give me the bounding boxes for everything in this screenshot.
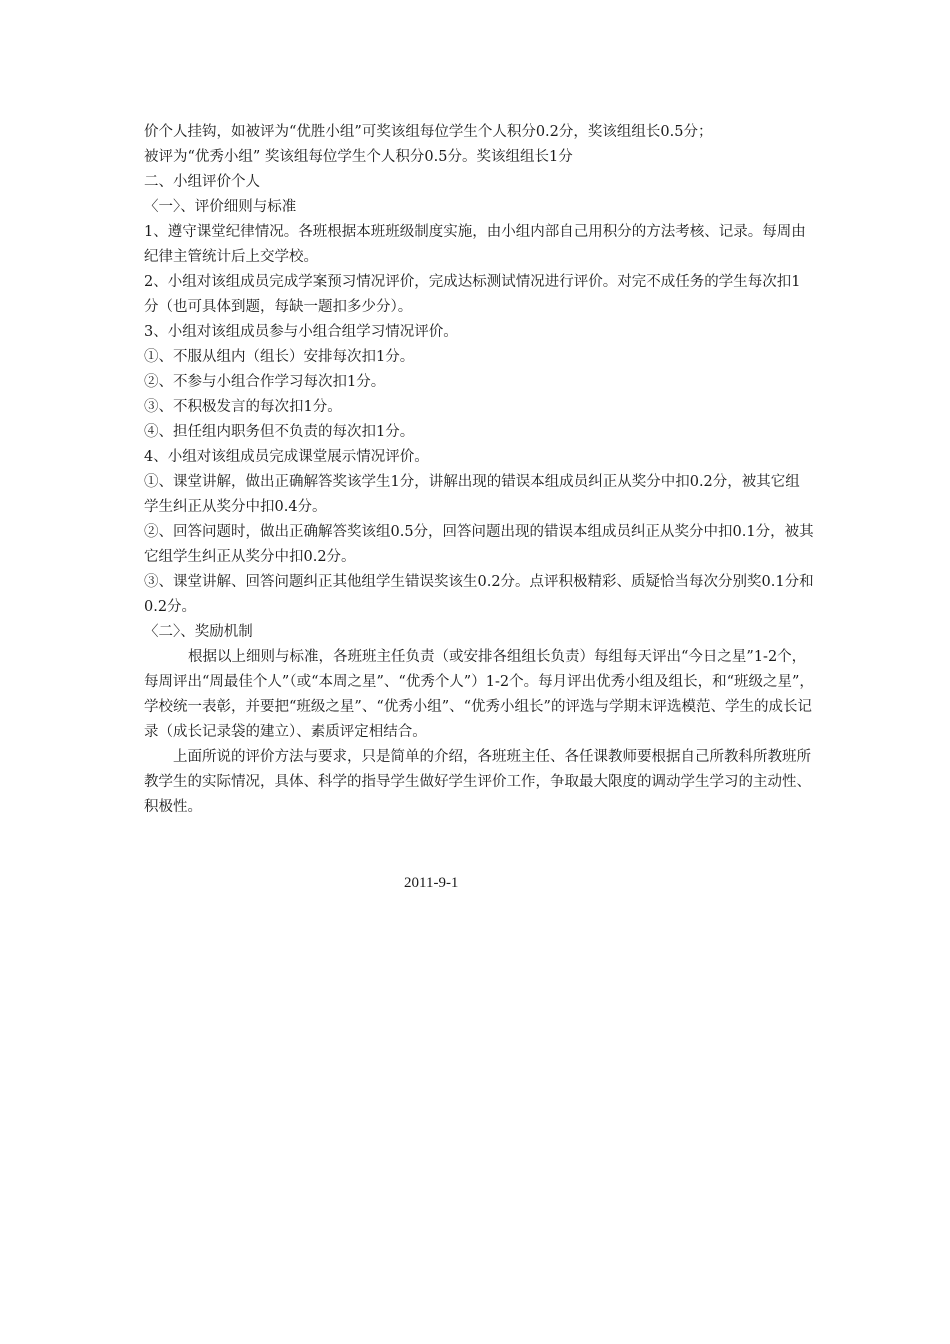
document-date: 2011-9-1 (404, 875, 459, 891)
subsection-heading-1: 〈一〉、评价细则与标准 (144, 199, 297, 215)
rule-item-2: 2、小组对该组成员完成学案预习情况评价，完成达标测试情况进行评价。对完不成任务的学生每次扣1分（也可具体到题，每缺一题扣多少分）。 (144, 274, 801, 315)
rule-subitem-4-3: ③、课堂讲解、回答问题纠正其他组学生错误奖该生0.2分。点评积极精彩、质疑恰当每次分别奖0.1分和0.2分。 (144, 574, 814, 615)
text-line-2: 被评为“优秀小组” 奖该组每位学生个人积分0.5分。奖该组组长1分 (144, 149, 573, 165)
rule-subitem-4-2: ②、回答问题时，做出正确解答奖该组0.5分，回答问题出现的错误本组成员纠正从奖分中扣0.1分，被其它组学生纠正从奖分中扣0.2分。 (144, 524, 814, 565)
closing-paragraph: 上面所说的评价方法与要求，只是简单的介绍，各班班主任、各任课教师要根据自己所教科所教班所教学生的实际情况，具体、科学的指导学生做好学生评价工作，争取最大限度的调动学生学习的主动性、积极性。 (144, 749, 811, 815)
rule-subitem-3-2: ②、不参与小组合作学习每次扣1分。 (144, 374, 386, 390)
reward-paragraph: 根据以上细则与标准，各班班主任负责（或安排各组组长负责）每组每天评出“今日之星”1-2个，每周评出“周最佳个人”（或“本周之星”、“优秀个人”）1-2个。每月评出优秀小组及组长，和“班级之星”，学校统一表彰，并要把“班级之星”、“优秀小组”、“优秀小组长”的评选与学期末评选模范、学生的成长记录（成长记录袋的建立）、素质评定相结合。 (144, 649, 814, 740)
rule-subitem-4-1: ①、课堂讲解，做出正确解答奖该学生1分，讲解出现的错误本组成员纠正从奖分中扣0.2分，被其它组学生纠正从奖分中扣0.4分。 (144, 474, 800, 515)
document-body (144, 120, 814, 820)
rule-subitem-3-4: ④、担任组内职务但不负责的每次扣1分。 (144, 424, 415, 440)
text-line-1: 价个人挂钩，如被评为“优胜小组”可奖该组每位学生个人积分0.2分，奖该组组长0.5分； (144, 124, 713, 140)
rule-subitem-3-1: ①、不服从组内（组长）安排每次扣1分。 (144, 349, 415, 365)
rule-item-3: 3、小组对该组成员参与小组合组学习情况评价。 (144, 324, 458, 340)
section-heading-2: 二、小组评价个人 (144, 174, 260, 190)
rule-subitem-3-3: ③、不积极发言的每次扣1分。 (144, 399, 342, 415)
subsection-heading-2: 〈二〉、奖励机制 (144, 624, 253, 640)
rule-item-4: 4、小组对该组成员完成课堂展示情况评价。 (144, 449, 429, 465)
rule-item-1: 1、遵守课堂纪律情况。各班根据本班班级制度实施，由小组内部自己用积分的方法考核、记录。每周由纪律主管统计后上交学校。 (144, 224, 806, 265)
